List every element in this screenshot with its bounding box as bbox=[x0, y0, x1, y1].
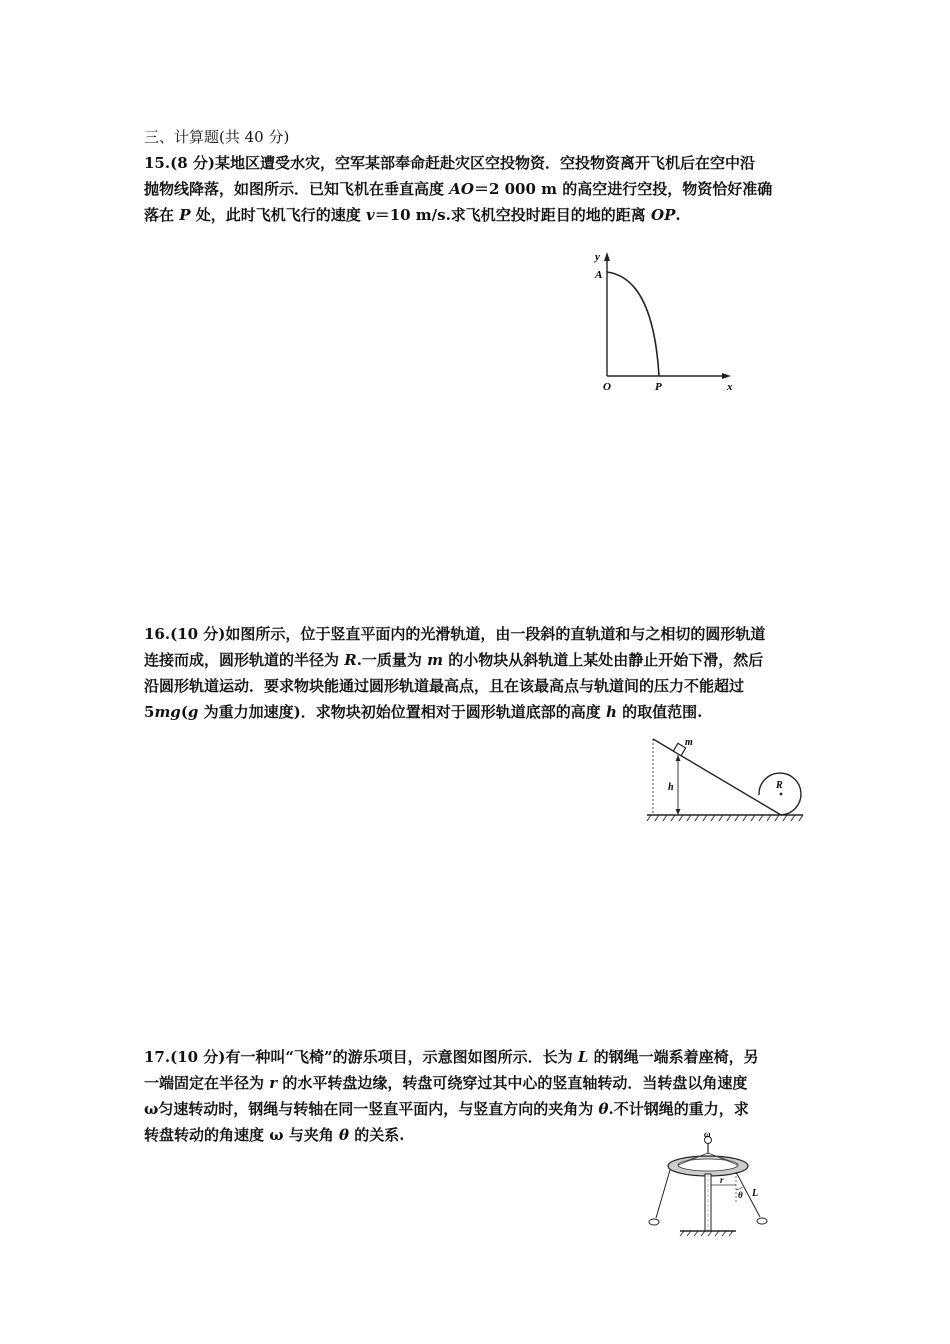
text-segment: mg bbox=[154, 703, 181, 721]
text-segment: θ bbox=[598, 1100, 609, 1118]
text-segment: 的水平转盘边缘，转盘可绕穿过其中心的竖直轴转动．当转盘以角速度 bbox=[277, 1074, 748, 1092]
theta-label: θ bbox=[738, 1190, 743, 1200]
text-segment: ( bbox=[180, 703, 188, 721]
text-segment: 抛物线降落，如图所示．已知飞机在垂直高度 bbox=[144, 180, 450, 198]
q16-line-4 bbox=[144, 699, 810, 725]
text-segment: AO bbox=[449, 180, 474, 198]
trajectory-figure bbox=[585, 248, 745, 393]
mass-label: m bbox=[685, 737, 693, 748]
text-segment: ω bbox=[144, 1100, 159, 1118]
q17-line-1 bbox=[144, 1044, 810, 1070]
text-segment: ＝2 000 m 的高空进行空投，物资恰好准确 bbox=[473, 180, 773, 198]
text-segment: ω bbox=[269, 1126, 284, 1144]
question-16 bbox=[144, 621, 810, 725]
text-segment: .不计钢绳的重力，求 bbox=[608, 1100, 749, 1118]
text-segment: 15.(8 分) bbox=[144, 154, 215, 172]
q16-line-3 bbox=[144, 673, 810, 699]
text-segment: 三、计算题(共 40 分) bbox=[144, 128, 290, 146]
text-segment: P bbox=[179, 206, 191, 224]
text-segment: 落在 bbox=[144, 206, 180, 224]
text-segment: 与夹角 bbox=[283, 1126, 339, 1144]
text-segment: L bbox=[577, 1048, 589, 1066]
text-segment: 17.(10 分) bbox=[144, 1048, 226, 1066]
q15-line-2 bbox=[144, 176, 810, 202]
text-segment: 如图所示，位于竖直平面内的光滑轨道，由一段斜的直轨道和与之相切的圆形轨道 bbox=[225, 625, 766, 643]
omega-label: ω bbox=[704, 1130, 711, 1139]
point-p-label: P bbox=[655, 381, 662, 393]
point-a-label: A bbox=[595, 269, 603, 281]
text-segment: v bbox=[365, 206, 375, 224]
rope-length-label: L bbox=[752, 1188, 759, 1199]
text-segment: 处，此时飞机飞行的速度 bbox=[190, 206, 366, 224]
x-axis-label: x bbox=[727, 381, 733, 393]
text-segment: OP bbox=[651, 206, 676, 224]
q15-line-3 bbox=[144, 202, 810, 228]
origin-label: O bbox=[603, 381, 611, 393]
text-segment: 的钢绳一端系着座椅，另 bbox=[588, 1048, 759, 1066]
y-axis-label: y bbox=[595, 251, 600, 263]
text-segment: 的关系. bbox=[349, 1126, 405, 1144]
text-segment: 一端固定在半径为 bbox=[144, 1074, 270, 1092]
block bbox=[673, 743, 685, 755]
height-label: h bbox=[668, 782, 674, 793]
text-segment: 的小物块从斜轨道上某处由静止开始下滑，然后 bbox=[443, 651, 764, 669]
q16-line-1 bbox=[144, 621, 810, 647]
text-segment: 有一种叫“飞椅”的游乐项目，示意图如图所示．长为 bbox=[225, 1048, 578, 1066]
text-segment: m bbox=[427, 651, 444, 669]
question-15 bbox=[144, 150, 810, 228]
text-segment: 某地区遭受水灾，空军某部奉命赶赴灾区空投物资．空投物资离开飞机后在空中沿 bbox=[214, 154, 755, 172]
q16-line-2 bbox=[144, 647, 810, 673]
radius-label: R bbox=[776, 780, 783, 791]
text-segment: .一质量为 bbox=[356, 651, 428, 669]
section-title bbox=[144, 124, 810, 150]
text-segment: 5 bbox=[144, 703, 155, 721]
q17-line-3 bbox=[144, 1096, 810, 1122]
text-segment: 沿圆形轨道运动．要求物块能通过圆形轨道最高点，且在该最高点与轨道间的压力不能超过 bbox=[144, 677, 745, 695]
loop-track-figure bbox=[645, 733, 810, 828]
text-segment: R bbox=[344, 651, 357, 669]
text-segment: r bbox=[269, 1074, 278, 1092]
text-segment: 匀速转动时，钢绳与转轴在同一竖直平面内，与竖直方向的夹角为 bbox=[158, 1100, 599, 1118]
flying-chair-figure bbox=[640, 1130, 790, 1245]
text-segment: ＝10 m/s.求飞机空投时距目的地的距离 bbox=[374, 206, 652, 224]
text-segment: . bbox=[675, 206, 681, 224]
r-label: r bbox=[720, 1175, 724, 1185]
text-segment: g bbox=[187, 703, 199, 721]
text-segment: 连接而成，圆形轨道的半径为 bbox=[144, 651, 345, 669]
q15-line-1 bbox=[144, 150, 810, 176]
text-segment: 的取值范围. bbox=[616, 703, 703, 721]
text-segment: 为重力加速度)．求物块初始位置相对于圆形轨道底部的高度 bbox=[198, 703, 606, 721]
text-segment: θ bbox=[338, 1126, 349, 1144]
text-segment: h bbox=[605, 703, 617, 721]
text-segment: 16.(10 分) bbox=[144, 625, 226, 643]
text-segment: 转盘转动的角速度 bbox=[144, 1126, 270, 1144]
q17-line-2 bbox=[144, 1070, 810, 1096]
